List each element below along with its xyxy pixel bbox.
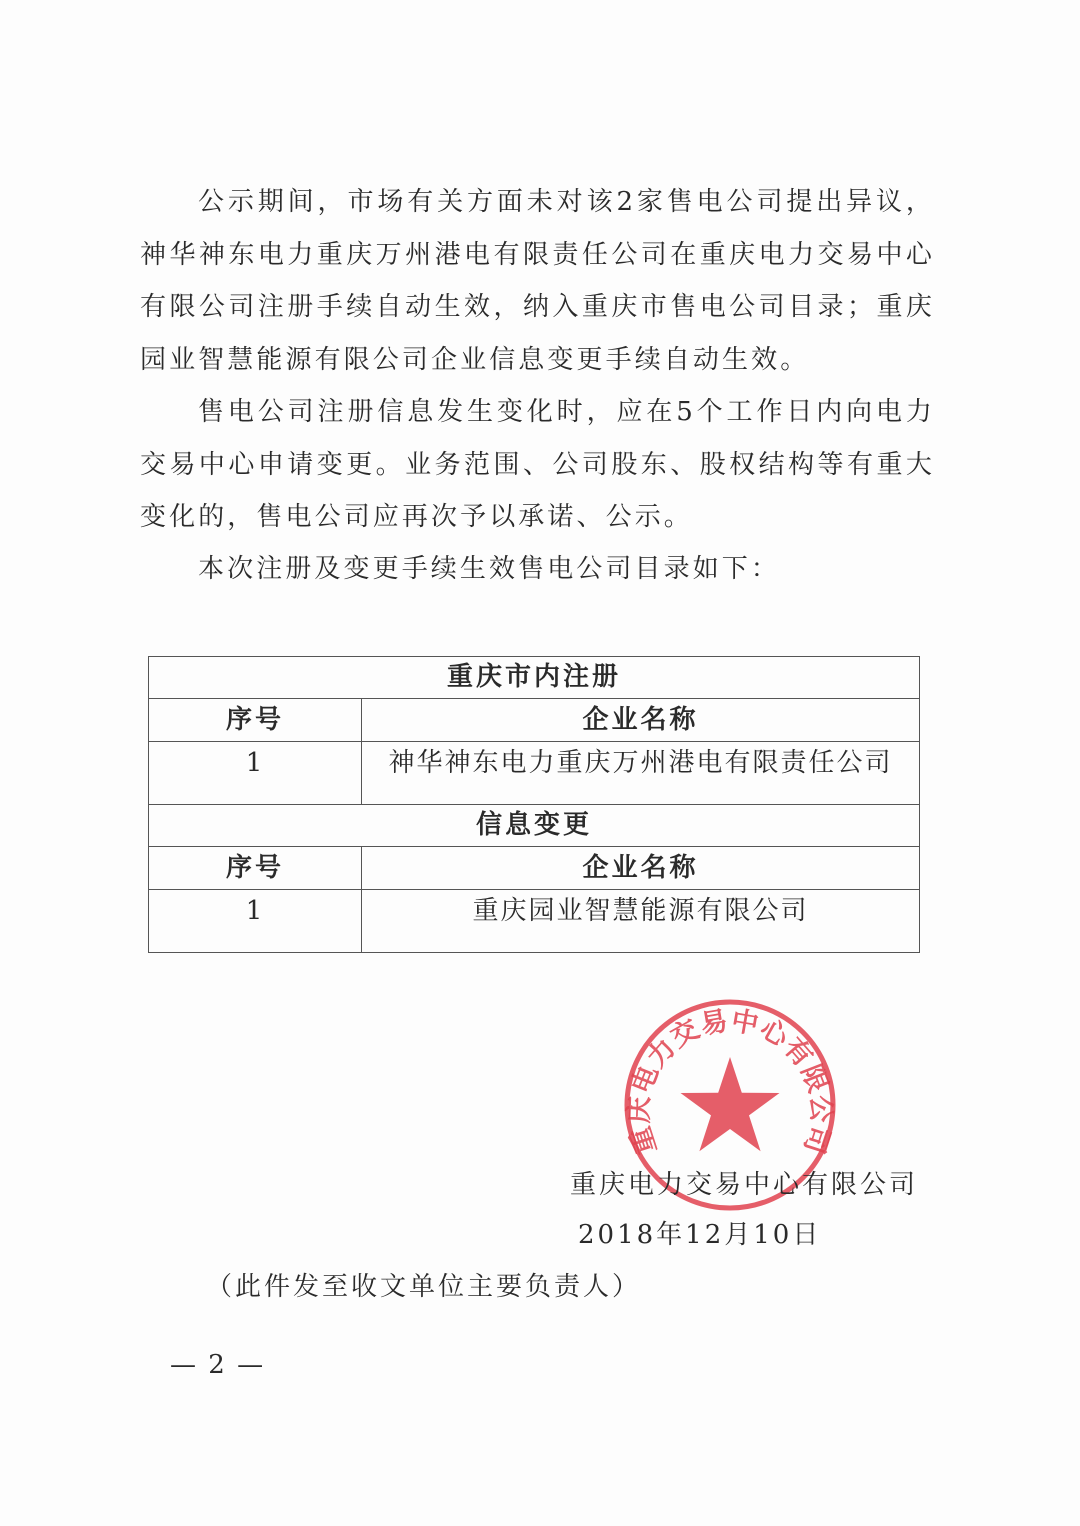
section-title: 信息变更 — [149, 805, 920, 847]
column-header-row — [149, 699, 920, 742]
paragraph-publicity-result: 公示期间，市场有关方面未对该2家售电公司提出异议，神华神东电力重庆万州港电有限责任公司在重庆电力交易中心有限公司注册手续自动生效，纳入重庆市售电公司目录；重庆园业智慧能源有限公司企业信息变更手续自动生效。 — [140, 187, 935, 375]
section-header-registration — [149, 657, 920, 699]
column-header-number: 序号 — [149, 699, 362, 742]
page-number: — 2 — — [170, 1350, 266, 1380]
paragraph-directory-intro: 本次注册及变更手续生效售电公司目录如下： — [198, 554, 781, 584]
signing-organization: 重庆电力交易中心有限公司 — [570, 1170, 919, 1200]
table-row — [149, 890, 920, 953]
distribution-note: （此件发至收文单位主要负责人） — [206, 1272, 642, 1302]
column-header-number: 序号 — [149, 847, 362, 890]
company-directory-table — [148, 656, 920, 953]
section-header-info-change — [149, 805, 920, 847]
row-company-name: 神华神东电力重庆万州港电有限责任公司 — [362, 742, 920, 805]
seal-star-icon — [681, 1057, 780, 1151]
row-company-name: 重庆园业智慧能源有限公司 — [362, 890, 920, 953]
row-number: 1 — [149, 890, 362, 953]
document-date: 2018年12月10日 — [578, 1220, 822, 1250]
paragraph-change-rules: 售电公司注册信息发生变化时，应在5个工作日内向电力交易中心申请变更。业务范围、公司股东、股权结构等有重大变化的，售电公司应再次予以承诺、公示。 — [140, 397, 935, 532]
column-header-company-name: 企业名称 — [362, 847, 920, 890]
seal-text: 重庆电力交易中心有限公司 — [623, 1005, 837, 1159]
column-header-company-name: 企业名称 — [362, 699, 920, 742]
table-row — [149, 742, 920, 805]
row-number: 1 — [149, 742, 362, 805]
section-title: 重庆市内注册 — [149, 657, 920, 699]
column-header-row — [149, 847, 920, 890]
